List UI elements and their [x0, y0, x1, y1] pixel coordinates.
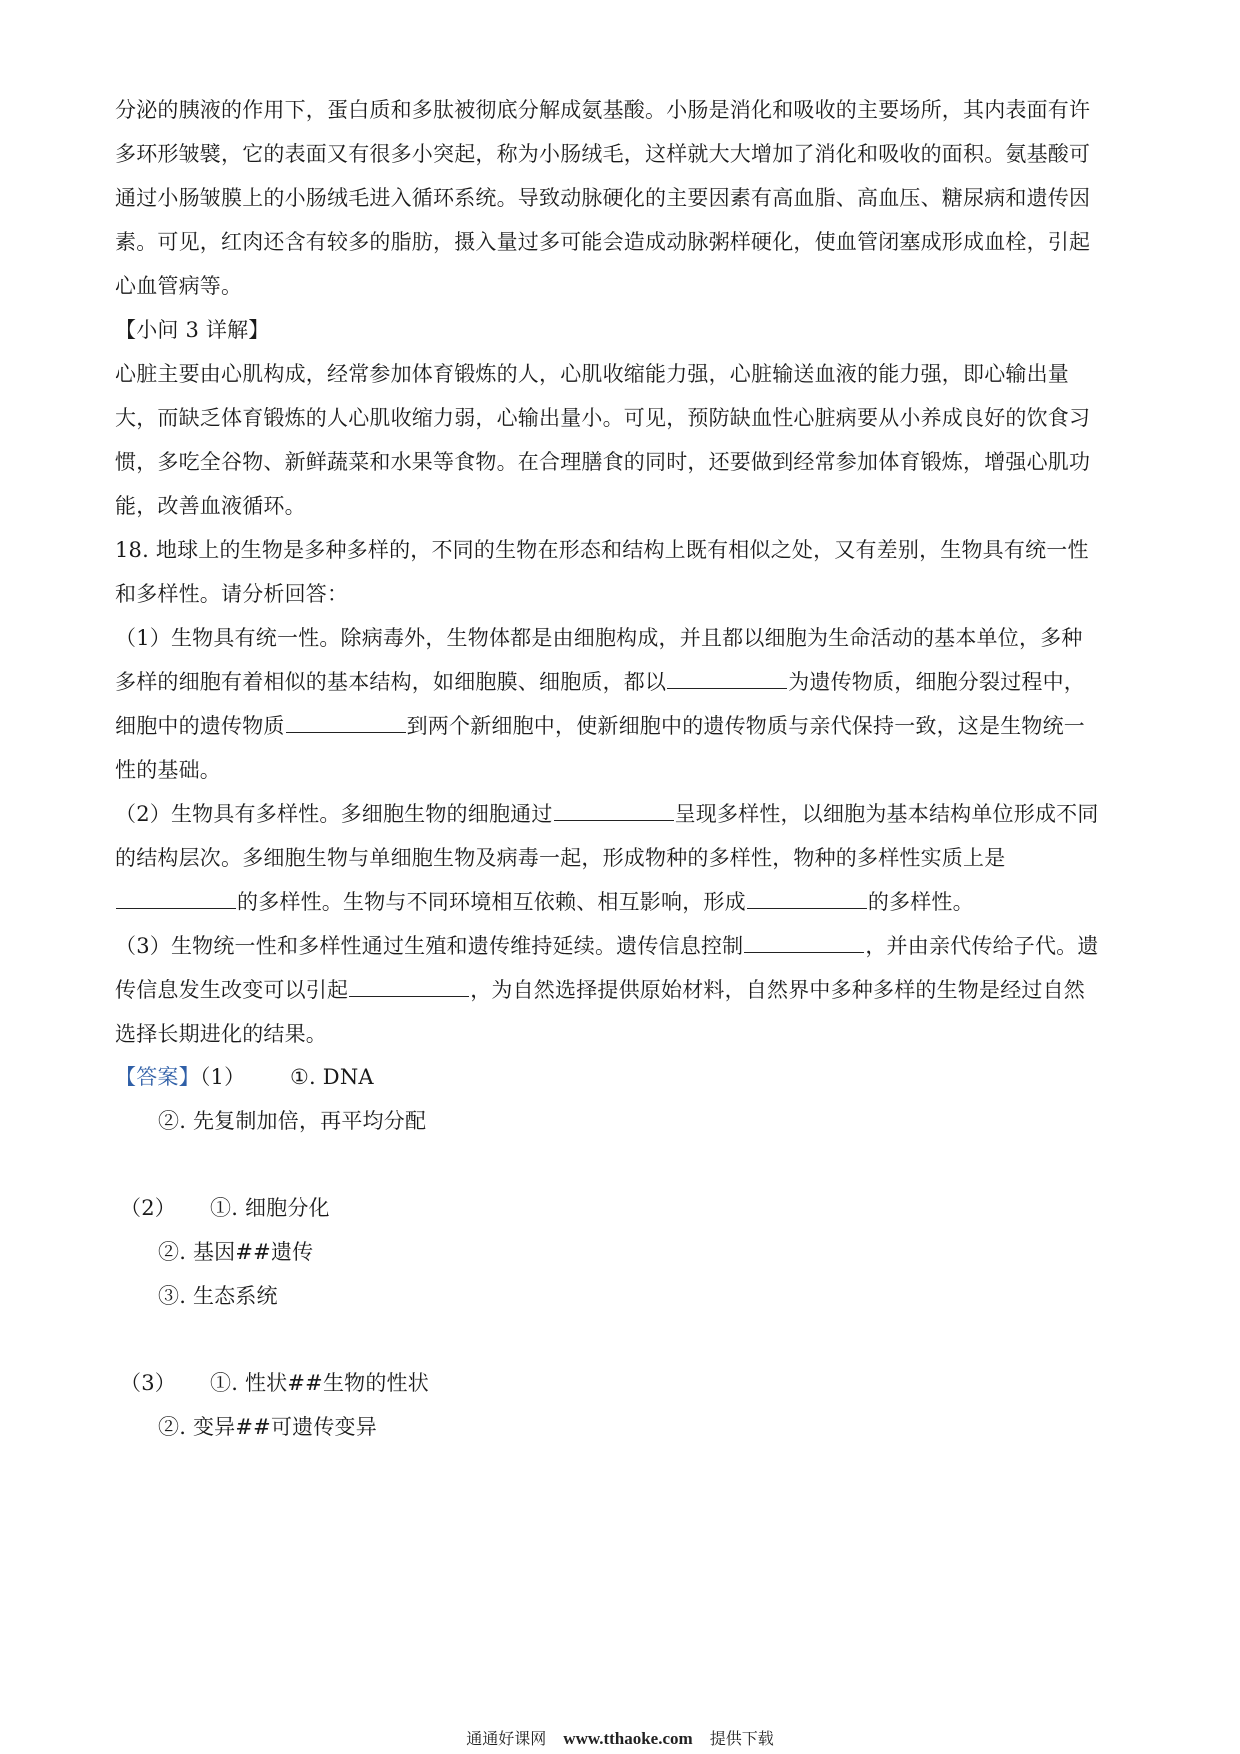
- answer-label: 【答案】: [115, 1065, 200, 1089]
- section-heading: 【小问 3 详解】: [115, 318, 270, 342]
- paragraph-line: 能，改善血液循环。: [115, 494, 306, 518]
- question-part-2: 的结构层次。多细胞生物与单细胞生物及病毒一起，形成物种的多样性，物种的多样性实质上是: [115, 846, 1006, 870]
- answer-item: ②. 变异##可遗传变异: [158, 1415, 377, 1439]
- question-part-1: （1）生物具有统一性。除病毒外，生物体都是由细胞构成，并且都以细胞为生命活动的基本单位，多种: [115, 626, 1083, 650]
- answer-blank: [554, 800, 674, 821]
- text-span: 多样的细胞有着相似的基本结构，如细胞膜、细胞质，都以: [115, 670, 667, 694]
- answer-blank: [747, 888, 867, 909]
- answer-item: ①. 细胞分化: [210, 1196, 330, 1220]
- paragraph-line: 心血管病等。: [115, 274, 243, 298]
- answer-part-number: （2）: [120, 1196, 176, 1220]
- answer-blank: [667, 668, 787, 689]
- question-part-3: [115, 976, 1085, 1004]
- footer-site-name: 通通好课网: [466, 1729, 547, 1748]
- answer-item: ②. 先复制加倍，再平均分配: [158, 1109, 427, 1133]
- text-span: 传信息发生改变可以引起: [115, 978, 349, 1002]
- question-stem: 18. 地球上的生物是多种多样的，不同的生物在形态和结构上既有相似之处，又有差别，生物具有统一性: [115, 538, 1089, 562]
- question-part-1: [115, 668, 1085, 696]
- text-span: 的多样性。: [867, 890, 974, 914]
- answer-blank: [116, 888, 236, 909]
- text-span: ，为自然选择提供原始材料，自然界中多种多样的生物是经过自然: [470, 978, 1086, 1002]
- text-span: 的多样性。生物与不同环境相互依赖、相互影响，形成: [237, 890, 746, 914]
- question-part-2: [115, 800, 1099, 828]
- answer-part-number: （1）: [199, 1065, 246, 1089]
- text-span: 细胞中的遗传物质: [115, 714, 285, 738]
- text-span: ，并由亲代传给子代。遗: [865, 934, 1099, 958]
- answer-item: ②. 基因##遗传: [158, 1240, 314, 1264]
- question-part-1: 性的基础。: [115, 758, 221, 782]
- question-stem: 和多样性。请分析回答：: [115, 582, 349, 606]
- paragraph-line: 多环形皱襞，它的表面又有很多小突起，称为小肠绒毛，这样就大大增加了消化和吸收的面积。氨基酸可: [115, 142, 1091, 166]
- text-span: （3）生物统一性和多样性通过生殖和遗传维持延续。遗传信息控制: [115, 934, 744, 958]
- question-part-3: 选择长期进化的结果。: [115, 1022, 327, 1046]
- footer-url[interactable]: www.tthaoke.com: [563, 1729, 693, 1748]
- answer-item: ③. 生态系统: [158, 1284, 278, 1308]
- question-part-3: [115, 932, 1099, 960]
- paragraph-line: 素。可见，红肉还含有较多的脂肪，摄入量过多可能会造成动脉粥样硬化，使血管闭塞成形成血栓，引起: [115, 230, 1091, 254]
- text-span: 到两个新细胞中，使新细胞中的遗传物质与亲代保持一致，这是生物统一: [406, 714, 1086, 738]
- paragraph-line: 惯，多吃全谷物、新鲜蔬菜和水果等食物。在合理膳食的同时，还要做到经常参加体育锻炼，增强心肌功: [115, 450, 1091, 474]
- paragraph-line: 通过小肠皱膜上的小肠绒毛进入循环系统。导致动脉硬化的主要因素有高血脂、高血压、糖尿病和遗传因: [115, 186, 1091, 210]
- text-span: （2）生物具有多样性。多细胞生物的细胞通过: [115, 802, 553, 826]
- text-span: 呈现多样性，以细胞为基本结构单位形成不同: [674, 802, 1099, 826]
- answer-blank: [286, 712, 406, 733]
- answer-part-number: （3）: [120, 1371, 176, 1395]
- page-footer: [0, 1726, 1240, 1749]
- paragraph-line: 大，而缺乏体育锻炼的人心肌收缩力弱，心输出量小。可见，预防缺血性心脏病要从小养成良好的饮食习: [115, 406, 1091, 430]
- paragraph-line: 分泌的胰液的作用下，蛋白质和多肽被彻底分解成氨基酸。小肠是消化和吸收的主要场所，其内表面有许: [115, 98, 1091, 122]
- answer-item: ①. 性状##生物的性状: [210, 1371, 429, 1395]
- text-span: 为遗传物质，细胞分裂过程中，: [788, 670, 1086, 694]
- answer-item: ①. DNA: [290, 1065, 374, 1089]
- question-part-2: [115, 888, 974, 916]
- footer-note: 提供下载: [709, 1729, 774, 1748]
- answer-blank: [349, 976, 469, 997]
- paragraph-line: 心脏主要由心肌构成，经常参加体育锻炼的人，心肌收缩能力强，心脏输送血液的能力强，即心输出量: [115, 362, 1069, 386]
- question-part-1: [115, 712, 1085, 740]
- answer-blank: [744, 932, 864, 953]
- answer-line: [115, 1063, 245, 1091]
